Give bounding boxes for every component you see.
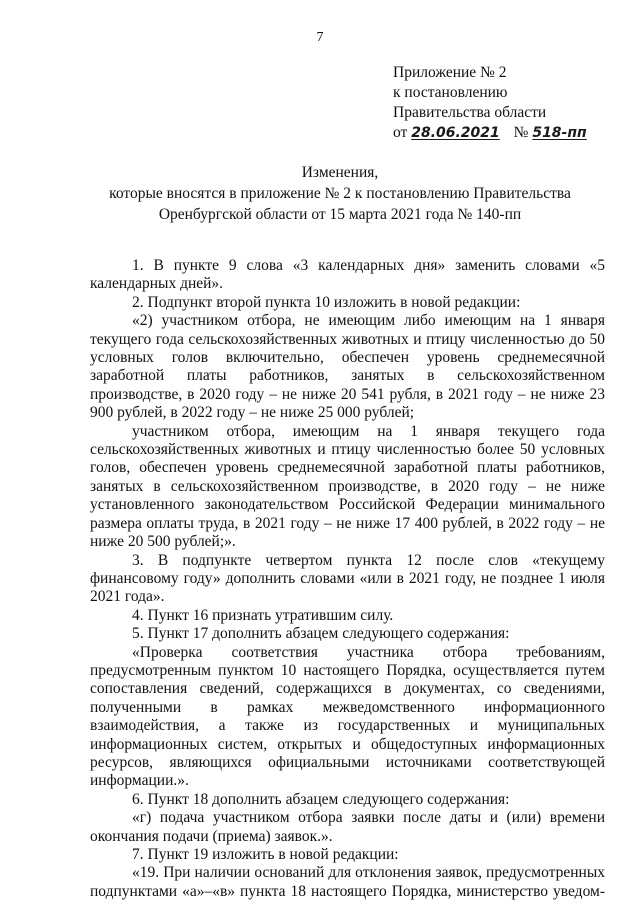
- title-line: Изменения,: [301, 164, 379, 181]
- paragraph: 7. Пункт 19 изложить в новой редакции:: [132, 846, 399, 863]
- paragraph: участником отбора, имеющим на 1 января текущего года сельскохозяйственных животных и птицу численностью более 50 условных голов, обеспечен уровень среднемесячной заработной платы работников, занятых в сельскохозяйственном производстве, в 2020 году – не ниже установленного законодательством Российской Федерации минимального размера оплаты труда, в 2021 году – не ниже 17 400 рублей, в 2022 году – не ниже 20 500 рублей;».: [90, 422, 605, 551]
- paragraph: 4. Пункт 16 признать утратившим силу.: [132, 606, 394, 624]
- title-line: Оренбургской области от 15 марта 2021 года № 140-пп: [158, 206, 522, 223]
- handwritten-number: 518-пп: [532, 125, 587, 141]
- paragraph: «Проверка соответствия участника отбора требованиям, предусмотренным пунктом 10 настоящего Порядка, осуществляется путем сопоставления сведений, содержащихся в документах, со сведениями, полученными в рамках межведомственного информационного взаимодействия, а также из государственных и муниципальных информационных систем, открытых и общедоступных информационных ресурсов, являющихся официальными источниками соответствующей информации.».: [90, 643, 605, 790]
- paragraph: 2. Подпункт второй пункта 10 изложить в новой редакции:: [132, 293, 521, 311]
- appendix-line: Правительства области: [393, 104, 547, 121]
- paragraph: 6. Пункт 18 дополнить абзацем следующего содержания:: [132, 790, 510, 808]
- appendix-line: Приложение № 2: [393, 64, 507, 81]
- title-line: которые вносятся в приложение № 2 к постановлению Правительства: [109, 185, 571, 202]
- appendix-header: [393, 63, 623, 143]
- paragraph: 5. Пункт 17 дополнить абзацем следующего содержания:: [132, 625, 510, 643]
- handwritten-date: 28.06.2021: [411, 125, 500, 141]
- document-body: [90, 257, 605, 901]
- paragraph: «г) подача участником отбора заявки после даты и (или) времени окончания подачи (приема) заявок.».: [90, 809, 605, 845]
- appendix-date-line: [393, 123, 623, 143]
- document-title: [60, 162, 620, 225]
- number-label: №: [513, 124, 529, 141]
- appendix-line: к постановлению: [393, 84, 508, 101]
- page-number: 7: [316, 30, 324, 45]
- paragraph: «2) участником отбора, не имеющим либо имеющим на 1 января текущего года сельскохозяйственных животных и птицу численностью до 50 условных голов включительно, обеспечен уровень среднемесячной заработной платы работников, занятых в сельскохозяйственном производстве, в 2020 году – не ниже 20 541 рубля, в 2021 году – не ниже 23 900 рублей, в 2022 году – не ниже 25 000 рублей;: [90, 312, 605, 422]
- from-label: от: [393, 124, 408, 141]
- paragraph: «19. При наличии оснований для отклонения заявок, предусмотренных подпунктами «а»–«в» пункта 18 настоящего Порядка, министерство уведом-: [90, 864, 605, 900]
- paragraph: 3. В подпункте четвертом пункта 12 после слов «текущему финансовому году» дополнить словами «или в 2021 году, не позднее 1 июля 2021 года».: [90, 551, 605, 606]
- paragraph: 1. В пункте 9 слова «3 календарных дня» заменить словами «5 календарных дней».: [90, 257, 605, 293]
